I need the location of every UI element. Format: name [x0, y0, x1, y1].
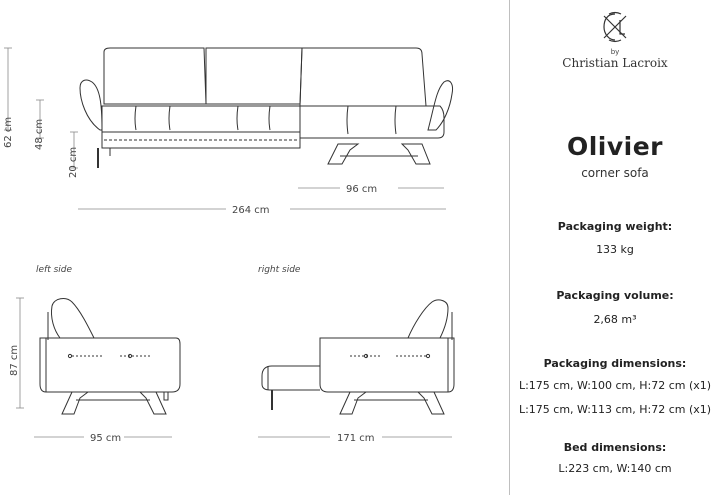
front-armrest-left: [80, 80, 102, 130]
front-seat-left: [102, 106, 300, 132]
dim-right-side-depth: 171 cm: [337, 433, 375, 444]
packaging-volume-value: 2,68 m³: [593, 313, 637, 326]
brand-by: by: [610, 48, 620, 56]
product-info-panel: [510, 0, 720, 495]
dim-front-seat-height: 48 cm: [34, 118, 45, 150]
left-side-leg-front: [62, 392, 88, 414]
right-side-leg-back: [418, 392, 444, 414]
dim-front-total-length: 264 cm: [232, 205, 270, 216]
product-title: Olivier: [566, 132, 664, 161]
front-back-cushion-left: [104, 48, 206, 104]
label-right-side: right side: [258, 265, 301, 275]
brand-name: Christian Lacroix: [562, 56, 668, 70]
front-sled-leg-left: [328, 144, 358, 164]
dim-left-side-height: 87 cm: [9, 344, 20, 376]
right-side-chaise: [262, 366, 320, 390]
product-type: corner sofa: [581, 166, 649, 180]
left-side-body: [40, 338, 180, 392]
front-back-cushion-middle: [206, 48, 302, 104]
packaging-dimensions-value-2: L:175 cm, W:113 cm, H:72 cm (x1): [518, 403, 712, 416]
front-back-cushion-right: [300, 48, 426, 106]
dim-front-chaise-width: 96 cm: [346, 184, 378, 195]
left-side-back-cushion: [51, 299, 94, 338]
dim-front-height-total: 62 cm: [3, 116, 14, 148]
packaging-dimensions-label: Packaging dimensions:: [543, 357, 687, 370]
packaging-weight-label: Packaging weight:: [557, 220, 673, 233]
front-seat-chaise: [300, 106, 444, 138]
packaging-weight-value: 133 kg: [596, 243, 634, 256]
label-left-side: left side: [36, 265, 73, 275]
right-side-back-cushion: [408, 300, 448, 338]
brand-monogram-icon: [598, 10, 632, 44]
right-side-body: [320, 338, 454, 392]
bed-dimensions-label: Bed dimensions:: [563, 441, 667, 454]
dim-left-side-depth: 95 cm: [90, 433, 122, 444]
bed-dimensions-value: L:223 cm, W:140 cm: [558, 462, 672, 475]
front-armrest-right: [428, 81, 453, 130]
left-side-leg-back: [140, 392, 166, 414]
packaging-dimensions-value-1: L:175 cm, W:100 cm, H:72 cm (x1): [518, 379, 712, 392]
right-side-leg-front: [340, 392, 366, 414]
packaging-volume-label: Packaging volume:: [556, 289, 674, 302]
dim-front-leg-height: 20 cm: [68, 146, 79, 178]
front-sled-leg-right: [402, 144, 430, 164]
